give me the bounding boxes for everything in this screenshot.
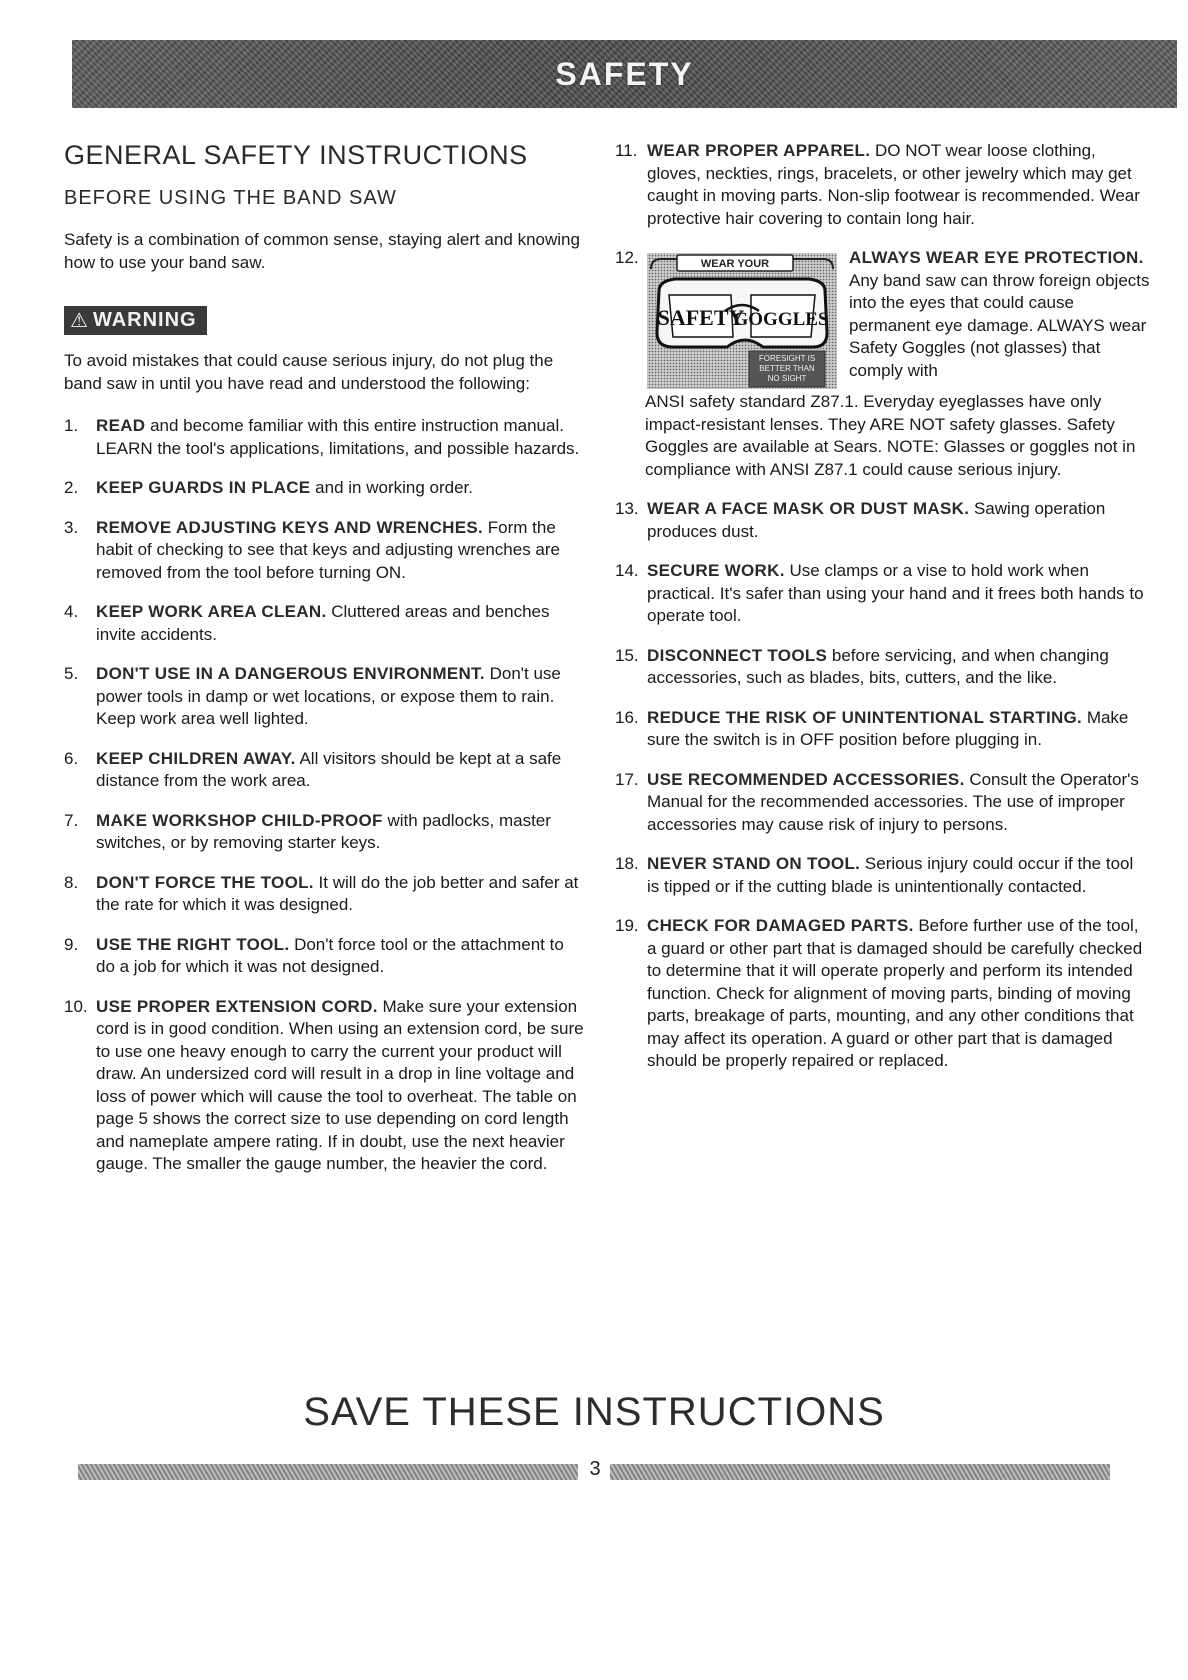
item-keyword: SECURE WORK. [647,561,785,580]
item-number: 7. [64,810,79,830]
item-keyword: REMOVE ADJUSTING KEYS AND WRENCHES. [96,517,484,537]
item-number: 11. [615,141,638,160]
item-keyword: KEEP GUARDS IN PLACE [96,478,311,497]
item-text: Consult the Operator's Manual for the recommended accessories. The use of improper accessories may cause risk of injury to persons. [647,769,1139,834]
item-keyword: USE PROPER EXTENSION CORD. [96,996,378,1016]
item-keyword: MAKE WORKSHOP CHILD-PROOF [96,810,383,830]
item-number: 16. [615,707,639,727]
goggle-badge-line1: FORESIGHT IS [758,354,816,363]
item-keyword: USE THE RIGHT TOOL. [96,934,290,954]
item-number: 9. [64,934,79,954]
item-text: Make sure the switch is in OFF position before plugging in. [647,707,1129,749]
item-number: 4. [64,602,79,621]
item-text: It will do the job better and safer at the rate for which it was designed. [96,872,579,914]
item-number: 18. [615,854,639,873]
item-text: Any band saw can throw foreign objects into the eyes that could cause permanent eye damage. ALWAYS wear Safety Goggles (not glasses) that comply with [849,270,1150,380]
warning-label [64,306,207,335]
item-number: 10. [64,996,88,1016]
list-item [64,663,584,731]
list-item [64,996,584,1176]
list-item [615,769,1150,837]
list-item [64,934,584,979]
item-number: 14. [615,561,639,580]
list-item [615,498,1150,543]
item-number: 19. [615,916,639,935]
list-item [64,601,584,646]
banner-title: SAFETY [555,55,694,92]
list-item-eye-protection [615,247,1150,391]
footer-divider-right [610,1464,1110,1480]
item-text: Serious injury could occur if the tool is tipped or if the cutting blade is unintentionally contacted. [647,854,1134,896]
item-text: DO NOT wear loose clothing, gloves, neckties, rings, bracelets, or other jewelry which may get caught in moving parts. Non-slip footwear is recommended. Wear protective hair covering to contain long hair. [647,141,1140,228]
item-text: Cluttered areas and benches invite accidents. [96,602,550,644]
item-text: Don't force tool or the attachment to do a job for which it was not designed. [96,934,564,976]
item-keyword: USE RECOMMENDED ACCESSORIES. [647,769,965,789]
item-text: before servicing, and when changing accessories, such as blades, bits, cutters, and the like. [647,645,1109,687]
list-item [615,915,1150,1073]
eye-protection-text [849,247,1150,391]
list-item [64,477,584,500]
goggle-top-text: WEAR YOUR [700,258,770,270]
item-text: Make sure your extension cord is in good condition. When using an extension cord, be sure to use one heavy enough to carry the current your product will draw. An undersized cord will result in a drop in line voltage and loss of power which will cause the tool to overheat. The table on page 5 shows the correct size to use depending on cord length and nameplate ampere rating. If in doubt, use the next heavier gauge. The smaller the gauge number, the heavier the cord. [96,996,584,1173]
list-item [615,645,1150,690]
intro-paragraph: Safety is a combination of common sense, staying alert and knowing how to use your band saw. [64,230,580,272]
warning-label-text: WARNING [92,309,197,331]
item-keyword: DON'T FORCE THE TOOL. [96,872,314,892]
list-item [64,748,584,793]
page-number: 3 [589,1458,601,1480]
item-text: Form the habit of checking to see that keys and adjusting wrenches are removed from the tool before turning ON. [96,517,561,582]
item-text: Use clamps or a vise to hold work when practical. It's safer than using your hand and it frees both hands to operate tool. [647,561,1144,625]
list-item [64,415,584,460]
list-item [64,872,584,917]
item-text: Sawing operation produces dust. [647,499,1106,541]
left-column [64,140,584,1193]
item-number: 12. [615,248,639,267]
item-number: 3. [64,517,79,537]
list-item [615,140,1150,230]
item-number: 2. [64,478,79,497]
item-text: and become familiar with this entire instruction manual. LEARN the tool's applications, limitations, and possible hazards. [96,416,580,458]
item-keyword: READ [96,416,146,435]
warning-triangle-icon: ⚠ [70,310,89,332]
item-text: All visitors should be kept at a safe distance from the work area. [96,748,562,790]
goggle-right-word: GOGGLES [733,309,829,330]
item-keyword: NEVER STAND ON TOOL. [647,854,861,873]
right-column [615,140,1150,1090]
list-item [615,707,1150,752]
list-item [64,517,584,585]
safety-banner [72,40,1177,108]
list-item [615,853,1150,898]
section-heading: GENERAL SAFETY INSTRUCTIONS [64,140,528,170]
item-keyword: REDUCE THE RISK OF UNINTENTIONAL STARTING. [647,707,1083,727]
list-item [615,560,1150,628]
list-item [64,810,584,855]
goggle-badge-line3: NO SIGHT [767,374,807,383]
item-number: 1. [64,416,79,435]
item-number: 13. [615,499,639,518]
item-number: 5. [64,664,79,683]
item-keyword: DON'T USE IN A DANGEROUS ENVIRONMENT. [96,664,485,683]
item-text: Don't use power tools in damp or wet locations, or expose them to rain. Keep work area well lighted. [96,664,561,728]
safety-goggles-icon [645,251,839,391]
item-keyword: WEAR PROPER APPAREL. [647,141,871,160]
item-text: Before further use of the tool, a guard or other part that is damaged should be carefully checked to determine that it will operate properly and perform its intended function. Check for alignment of moving parts, binding of moving parts, breakage of parts, mounting, and any other conditions that may affect its operation. A guard or other part that is damaged should be properly repaired or replaced. [647,916,1143,1070]
item-text: and in working order. [310,478,473,497]
item-text: with padlocks, master switches, or by removing starter keys. [96,810,551,852]
item-keyword: ALWAYS WEAR EYE PROTECTION. [849,248,1144,267]
footer-divider-left [78,1464,578,1480]
warning-paragraph: To avoid mistakes that could cause serious injury, do not plug the band saw in until you have read and understood the following: [64,351,554,393]
item-number: 6. [64,748,79,768]
item-number: 17. [615,769,639,789]
section-subheading: BEFORE USING THE BAND SAW [64,187,397,209]
save-instructions-title: SAVE THESE INSTRUCTIONS [303,1390,885,1434]
item-keyword: CHECK FOR DAMAGED PARTS. [647,916,914,935]
goggle-badge-line2: BETTER THAN [759,364,815,373]
item-keyword: WEAR A FACE MASK OR DUST MASK. [647,499,970,518]
item-number: 8. [64,872,79,892]
item-number: 15. [615,645,639,665]
safety-goggles-illustration [645,251,839,391]
item-keyword: DISCONNECT TOOLS [647,645,828,665]
item-keyword: KEEP WORK AREA CLEAN. [96,602,327,621]
goggle-left-word: SAFETY [657,305,745,330]
eye-protection-continuation: ANSI safety standard Z87.1. Everyday eyeglasses have only impact-resistant lenses. They ARE NOT safety glasses. Safety Goggles are available at Sears. NOTE: Glasses or goggles not in compliance with ANSI Z87.1 could cause serious injury. [645,392,1136,479]
item-keyword: KEEP CHILDREN AWAY. [96,748,296,768]
